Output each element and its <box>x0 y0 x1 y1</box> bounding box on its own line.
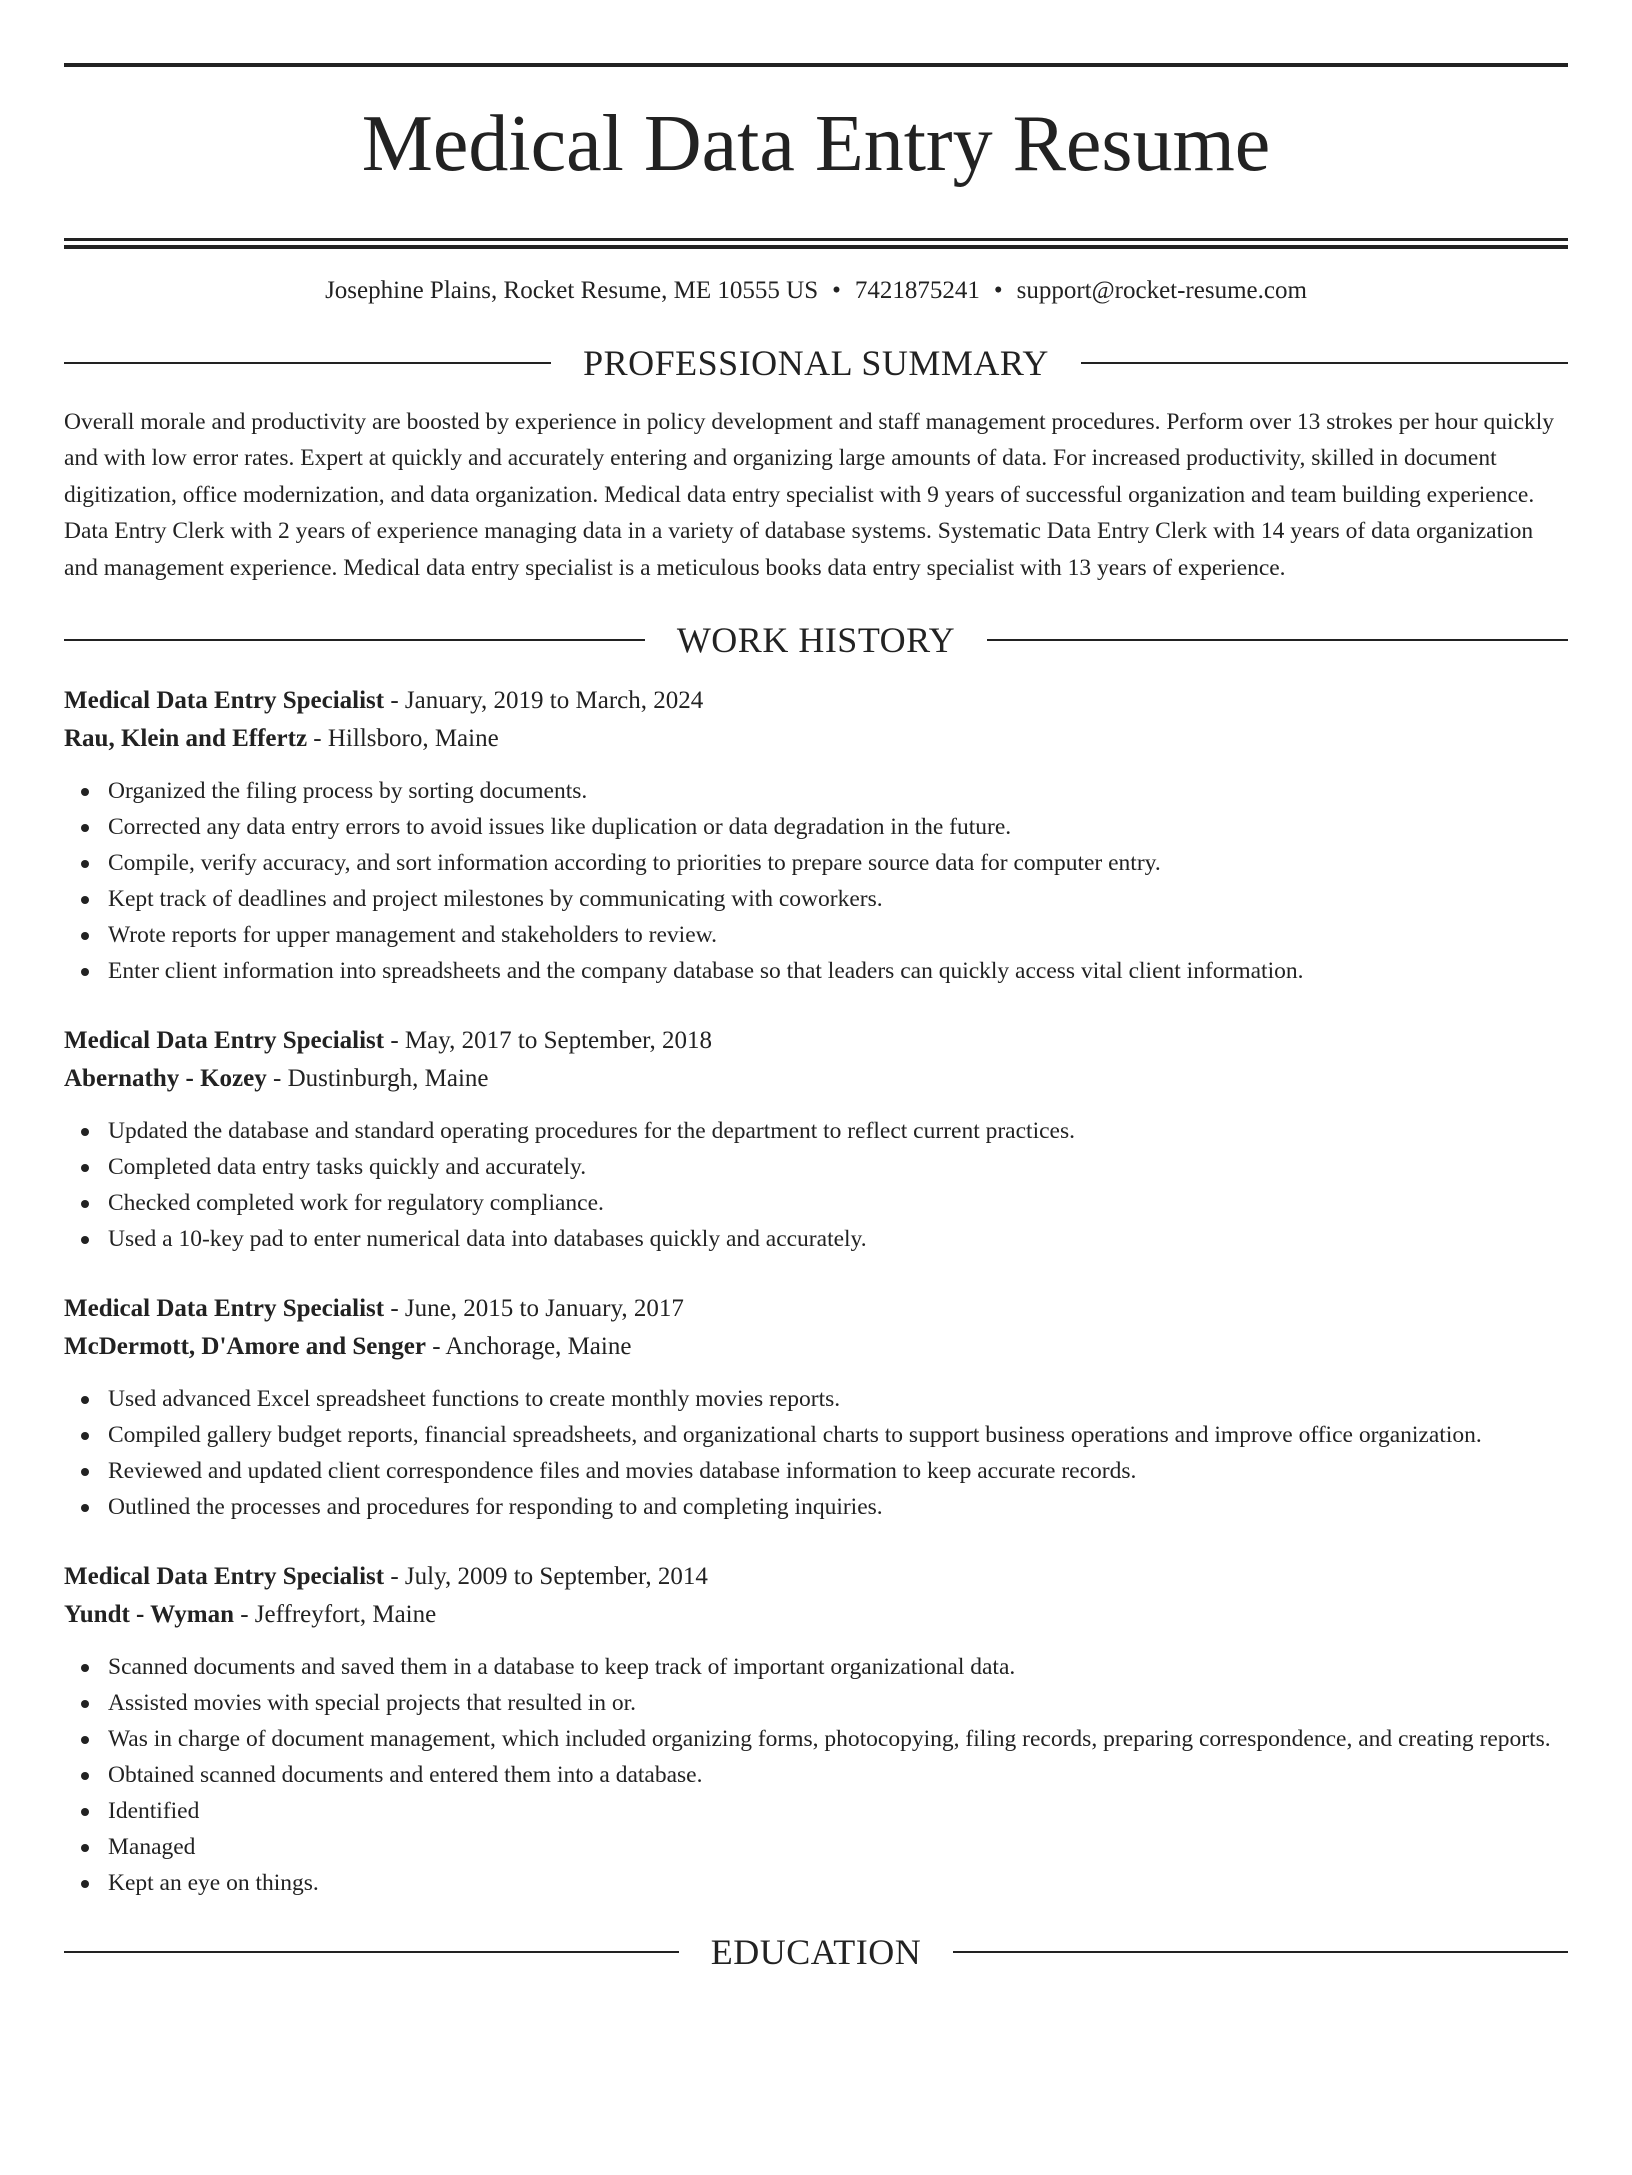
job-dates: - January, 2019 to March, 2024 <box>384 687 704 715</box>
contact-phone: 7421875241 <box>854 276 980 304</box>
job-title-line <box>64 682 1568 720</box>
company-location: - Jeffreyfort, Maine <box>233 1601 437 1629</box>
bullet-item: Assisted movies with special projects that resulted in or. <box>64 1685 1568 1721</box>
company-name: McDermott, D'Amore and Senger <box>64 1333 426 1361</box>
job-bullets <box>64 1113 1568 1257</box>
bullet-item: Checked completed work for regulatory compliance. <box>64 1185 1568 1221</box>
section-heading-education <box>64 1932 1568 1972</box>
job-company-line <box>64 720 1568 758</box>
bullet-item: Completed data entry tasks quickly and accurately. <box>64 1149 1568 1185</box>
contact-email: support@rocket-resume.com <box>1016 276 1307 304</box>
job-company-line <box>64 1328 1568 1366</box>
job-title-line <box>64 1558 1568 1596</box>
heading-rule-right <box>953 1951 1568 1953</box>
company-location: - Anchorage, Maine <box>425 1333 632 1361</box>
job-title: Medical Data Entry Specialist <box>64 687 385 715</box>
section-heading-work <box>64 620 1568 660</box>
contact-line <box>64 276 1568 306</box>
job-title-line <box>64 1290 1568 1328</box>
job-entry <box>64 1290 1568 1525</box>
title-double-rule <box>64 238 1568 249</box>
contact-separator: • <box>832 276 841 304</box>
job-dates: - June, 2015 to January, 2017 <box>384 1295 684 1323</box>
bullet-item: Wrote reports for upper management and stakeholders to review. <box>64 917 1568 953</box>
company-name: Yundt - Wyman <box>64 1601 234 1629</box>
top-rule <box>64 63 1568 67</box>
bullet-item: Compiled gallery budget reports, financial spreadsheets, and organizational charts to support business operations and improve office organization. <box>64 1417 1568 1453</box>
heading-rule-right <box>987 639 1568 641</box>
professional-summary: Overall morale and productivity are boosted by experience in policy development and staff management procedures. Perform over 13 strokes per hour quickly and with low error rates. Expert at quickly and accurately entering and organizing large amounts of data. For increased productivity, skilled in document digitization, office modernization, and data organization. Medical data entry specialist with 9 years of successful organization and team building experience. Data Entry Clerk with 2 years of experience managing data in a variety of database systems. Systematic Data Entry Clerk with 14 years of data organization and management experience. Medical data entry specialist is a meticulous books data entry specialist with 13 years of experience. <box>64 408 1555 581</box>
bullet-item: Used a 10-key pad to enter numerical data into databases quickly and accurately. <box>64 1221 1568 1257</box>
job-dates: - May, 2017 to September, 2018 <box>384 1027 712 1055</box>
job-dates: - July, 2009 to September, 2014 <box>384 1563 708 1591</box>
resume-title: Medical Data Entry Resume <box>361 100 1271 188</box>
heading-rule-left <box>64 639 645 641</box>
section-title: PROFESSIONAL SUMMARY <box>583 342 1049 383</box>
job-bullets <box>64 1381 1568 1525</box>
job-entry <box>64 1022 1568 1257</box>
bullet-item: Used advanced Excel spreadsheet functions to create monthly movies reports. <box>64 1381 1568 1417</box>
bullet-item: Was in charge of document management, which included organizing forms, photocopying, filing records, preparing correspondence, and creating reports. <box>64 1721 1568 1757</box>
bullet-item: Outlined the processes and procedures for responding to and completing inquiries. <box>64 1489 1568 1525</box>
work-history-list <box>64 682 1568 1901</box>
heading-rule-left <box>64 362 551 364</box>
job-entry <box>64 682 1568 989</box>
bullet-item: Scanned documents and saved them in a database to keep track of important organizational data. <box>64 1649 1568 1685</box>
company-location: - Hillsboro, Maine <box>307 725 499 753</box>
job-company-line <box>64 1060 1568 1098</box>
contact-separator: • <box>993 276 1003 304</box>
bullet-item: Identified <box>64 1793 1568 1829</box>
bullet-item: Corrected any data entry errors to avoid issues like duplication or data degradation in the future. <box>64 809 1568 845</box>
bullet-item: Enter client information into spreadsheets and the company database so that leaders can quickly access vital client information. <box>64 953 1568 989</box>
resume-page <box>0 63 1632 2175</box>
job-bullets <box>64 1649 1568 1901</box>
contact-address: Josephine Plains, Rocket Resume, ME 10555 US <box>325 276 819 304</box>
company-location: - Dustinburgh, Maine <box>266 1065 489 1093</box>
job-title: Medical Data Entry Specialist <box>64 1295 385 1323</box>
heading-rule-left <box>64 1951 679 1953</box>
bullet-item: Organized the filing process by sorting documents. <box>64 773 1568 809</box>
bullet-item: Compile, verify accuracy, and sort information according to priorities to prepare source data for computer entry. <box>64 845 1568 881</box>
bullet-item: Updated the database and standard operating procedures for the department to reflect current practices. <box>64 1113 1568 1149</box>
company-name: Rau, Klein and Effertz <box>64 725 308 753</box>
job-title-line <box>64 1022 1568 1060</box>
bullet-item: Managed <box>64 1829 1568 1865</box>
section-title: WORK HISTORY <box>676 620 956 661</box>
section-heading-summary <box>64 343 1568 383</box>
heading-rule-right <box>1081 362 1568 364</box>
job-entry <box>64 1558 1568 1901</box>
company-name: Abernathy - Kozey <box>64 1065 267 1093</box>
bullet-item: Obtained scanned documents and entered them into a database. <box>64 1757 1568 1793</box>
job-bullets <box>64 773 1568 989</box>
job-company-line <box>64 1596 1568 1634</box>
job-title: Medical Data Entry Specialist <box>64 1563 385 1591</box>
bullet-item: Reviewed and updated client correspondence files and movies database information to keep accurate records. <box>64 1453 1568 1489</box>
section-title: EDUCATION <box>710 1932 922 1973</box>
bullet-item: Kept an eye on things. <box>64 1865 1568 1901</box>
bullet-item: Kept track of deadlines and project milestones by communicating with coworkers. <box>64 881 1568 917</box>
job-title: Medical Data Entry Specialist <box>64 1027 385 1055</box>
